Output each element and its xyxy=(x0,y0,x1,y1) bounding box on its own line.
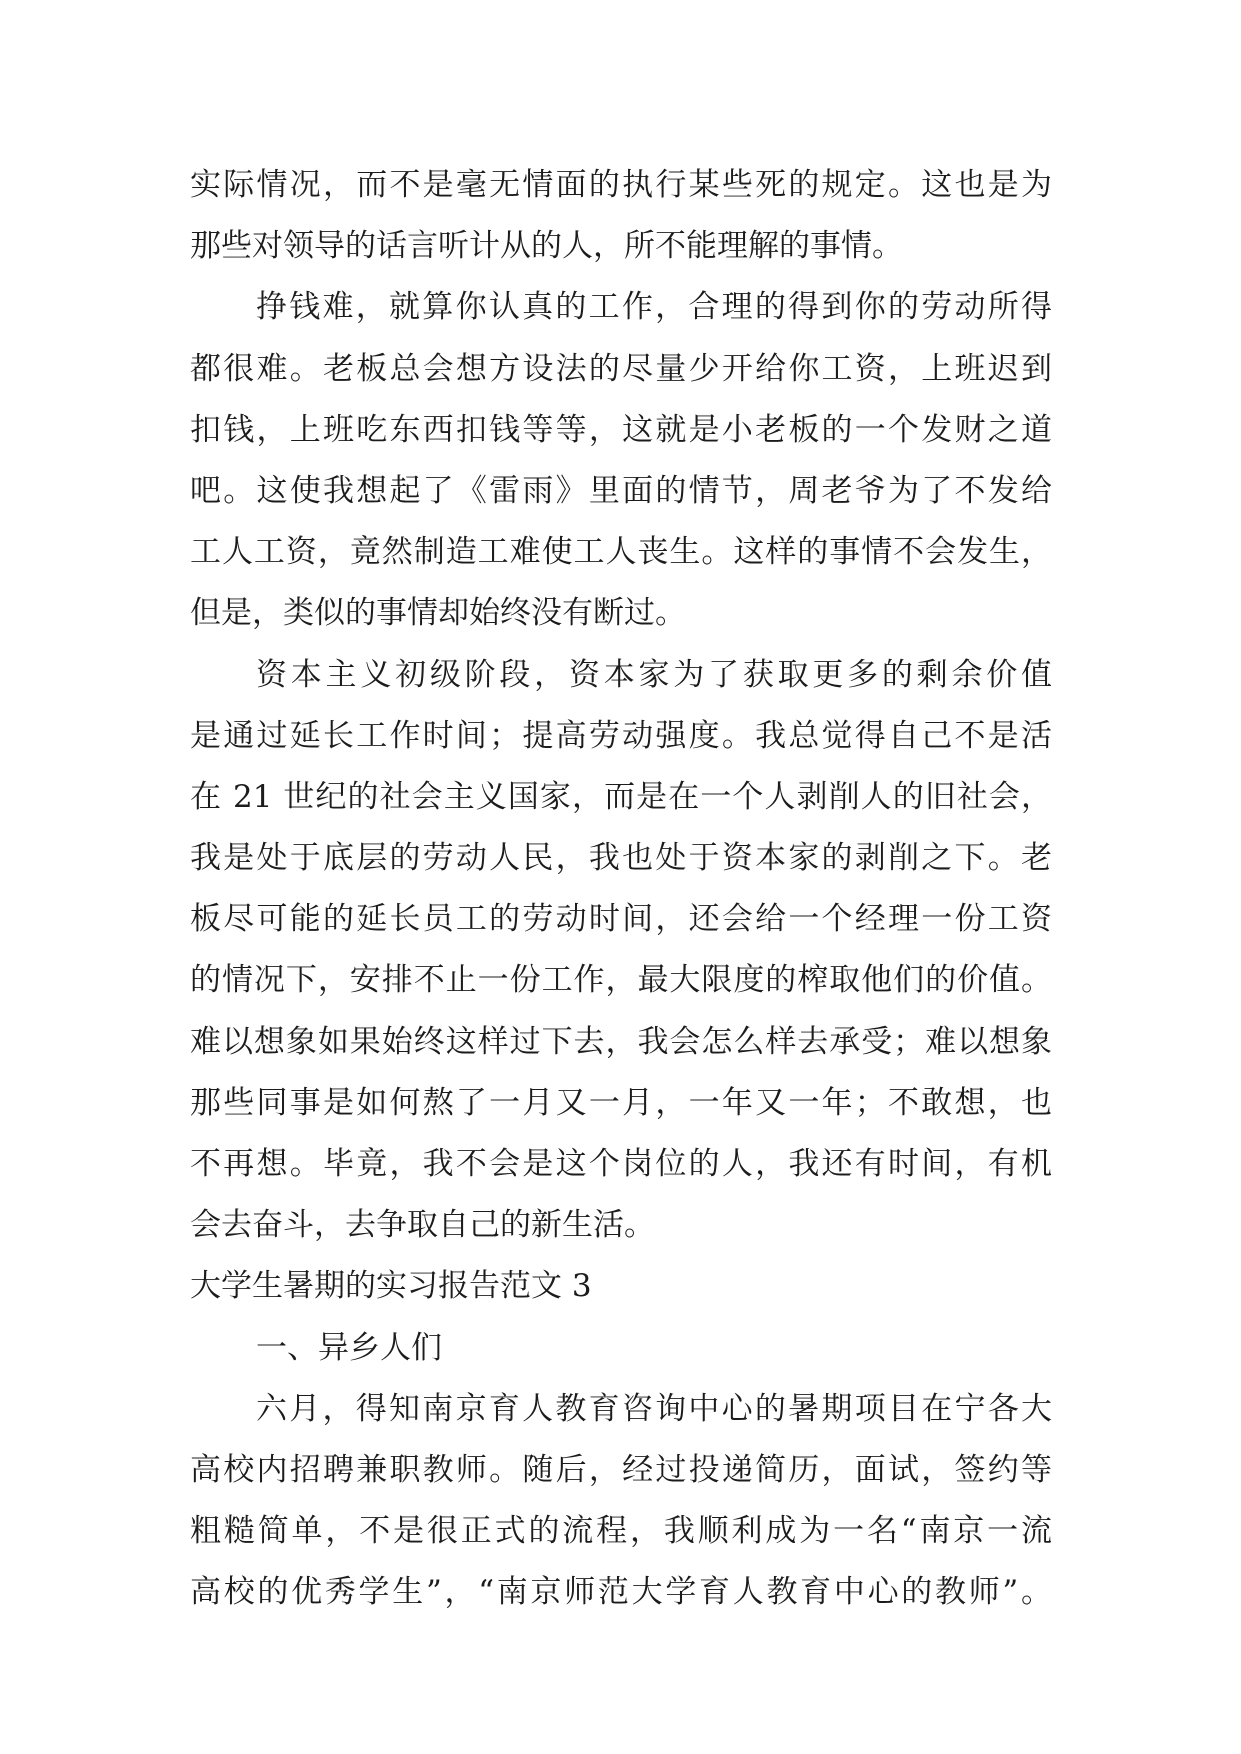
text-line: 会去奋斗，去争取自己的新生活。 xyxy=(190,1207,655,1244)
text-line: 是通过延长工作时间；提高劳动强度。我总觉得自己不是活 xyxy=(190,717,1052,754)
text-line: 我是处于底层的劳动人民，我也处于资本家的剥削之下。老 xyxy=(190,840,1052,877)
text-line: 的情况下，安排不止一份工作，最大限度的榨取他们的价值。 xyxy=(190,962,1052,999)
text-line: 吧。这使我想起了《雷雨》里面的情节，周老爷为了不发给 xyxy=(190,472,1052,509)
text-line: 不再想。毕竟，我不会是这个岗位的人，我还有时间，有机 xyxy=(190,1146,1052,1182)
text-line: 粗糙简单，不是很正式的流程，我顺利成为一名“南京一流 xyxy=(190,1513,1052,1550)
text-line: 一、异乡人们 xyxy=(256,1329,442,1366)
text-line: 扣钱，上班吃东西扣钱等等，这就是小老板的一个发财之道 xyxy=(190,411,1052,448)
text-line: 板尽可能的延长员工的劳动时间，还会给一个经理一份工资 xyxy=(190,901,1052,938)
text-line: 难以想象如果始终这样过下去，我会怎么样去承受；难以想象 xyxy=(190,1023,1052,1060)
section-heading: 大学生暑期的实习报告范文 3 xyxy=(190,1268,592,1305)
text-line: 高校内招聘兼职教师。随后，经过投递简历，面试，签约等 xyxy=(190,1451,1052,1488)
text-line: 实际情况，而不是毫无情面的执行某些死的规定。这也是为 xyxy=(190,167,1052,203)
text-line: 六月，得知南京育人教育咨询中心的暑期项目在宁各大 xyxy=(256,1390,1052,1427)
text-line: 高校的优秀学生”，“南京师范大学育人教育中心的教师”。 xyxy=(190,1574,1052,1611)
text-line: 挣钱难，就算你认真的工作，合理的得到你的劳动所得 xyxy=(256,289,1052,326)
text-line: 那些对领导的话言听计从的人，所不能理解的事情。 xyxy=(190,228,903,265)
document-body xyxy=(190,155,1052,1624)
text-line: 都很难。老板总会想方设法的尽量少开给你工资，上班迟到 xyxy=(190,350,1052,387)
text-line: 工人工资，竟然制造工难使工人丧生。这样的事情不会发生， xyxy=(190,534,1052,571)
text-line: 在 21 世纪的社会主义国家，而是在一个人剥削人的旧社会， xyxy=(190,778,1052,815)
text-line: 资本主义初级阶段，资本家为了获取更多的剩余价值 xyxy=(256,656,1052,693)
text-line: 但是，类似的事情却始终没有断过。 xyxy=(190,595,686,632)
text-line: 那些同事是如何熬了一月又一月，一年又一年；不敢想，也 xyxy=(190,1084,1052,1121)
